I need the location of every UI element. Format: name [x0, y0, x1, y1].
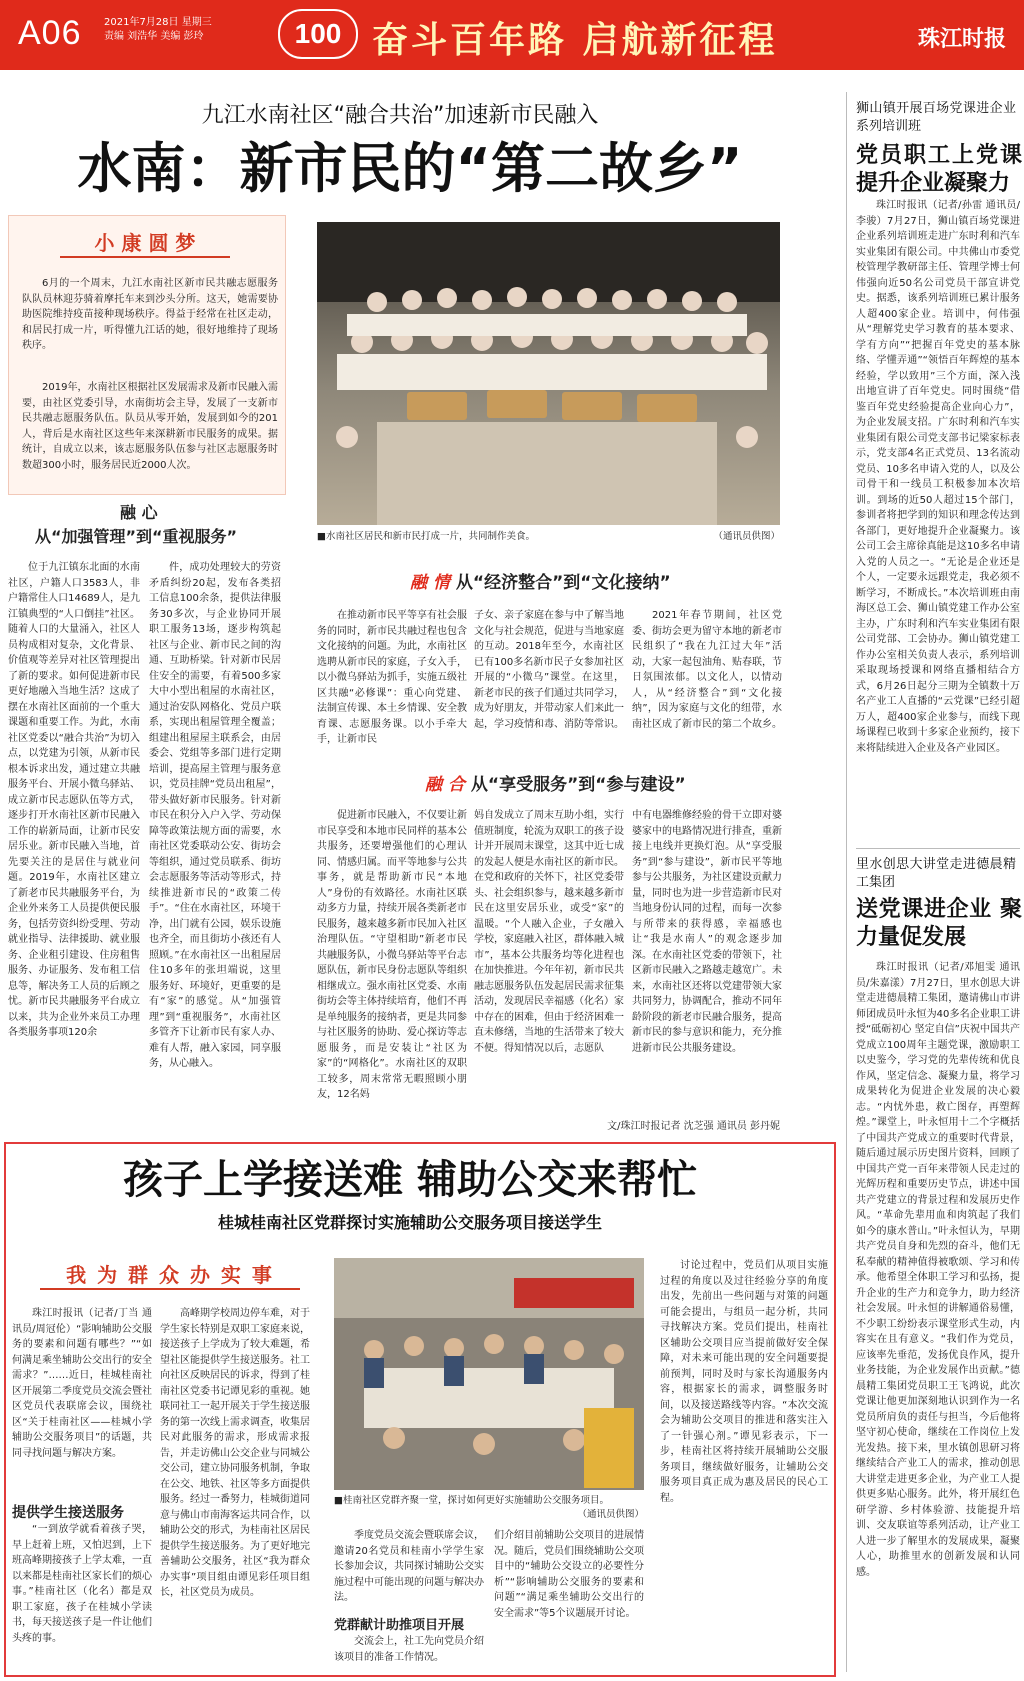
page-number: A06 — [18, 14, 82, 52]
article1-column-1: 位于九江镇东北面的水南社区，户籍人口3583人，非户籍常住人口14689人，是九江镇典型的“人口倒挂”社区。随着人口的大量涌入，社区人员构成相对复杂，文化背景、价值观等差异对社区管理提出了新的要求。如何促进新市民更好地融入当地生活？这成了摆在水南社区面前的一个重大课题和重要工作。为此，水南社区党委以“融合共治”为切入点，以党建为引领，从新市民根本诉求出发，通过建立共融服务平台、开展小微乌驿站、成立新市民志愿队伍等方式，逐步打开水南社区新市民融入工作的崭新局面，让新市民安居乐业。新市民融入当地，首先要关注的是居住与就业问题。2019年，水南社区建立了新老市民共融服务平台，为企业外来务工人员提供便民服务，包括劳资纠纷受理、劳动就业指导、法律援助、就业服务、企业租引建设、住房租售服务、办证服务、发布租工信息等，解决务工人员的后顾之忧。新市民共融服务平台成立以来，共为企业外来员工办理各类服务事项120余 — [8, 562, 140, 1038]
editors: 责编 刘浩华 美编 彭玲 — [104, 31, 204, 42]
article2-subtitle: 桂城桂南社区党群探讨实施辅助公交服务项目接送学生 — [217, 1213, 602, 1232]
box-paragraph-1: 6月的一个周末，九江水南社区新市民共融志愿服务队队员林迎芬骑着摩托车来到沙头分所。这天，她需要协助医院维持疫苗接种现场秩序。得益于经常在社区走动，和居民打成一片，听得懂九江话的她，很好地维持了现场秩序。 — [22, 278, 278, 351]
side-a-title: 党员职工上党课 提升企业凝聚力 — [856, 143, 1022, 196]
article2-column-5: 讨论过程中，党员们从项目实施过程的角度以及过往经验分享的角度出发，先前出一些问题与对策的问题可能会提出，与组员一起分析，共同寻找解决方案。党员们提出，桂南社区辅助公交项目应当提前做好安全保障，对未来可能出现的安全问题要提前预判，同时及时与家长沟通服务内容，根据家长的需求，调整服务时间，以及接送路线等内容。“本次交流会为辅助公交项目的推进和落实注入了一针强心剂。”谭见彩表示，下一步，桂南社区将持续开展辅助公交服务项目，继续做好服务，让辅助公交服务项目真正成为惠及居民的民心工程。 — [660, 1260, 828, 1504]
article1-kicker: 九江水南社区“融合共治”加速新市民融入 — [201, 103, 599, 128]
xiaokang-label: 小 康 圆 梦 — [60, 230, 230, 258]
article2-label: 我 为 群 众 办 实 事 — [40, 1262, 300, 1290]
side-b-body: 珠江时报讯（记者/邓旭雯 通讯员/朱嘉漾）7月27日，里水创思大讲堂走进德晨精工集团，邀请佛山市讲师团成员叶永恒为40多名企业职工讲授“砥砺初心 坚定自信”庆祝中国共产党成立100周年主题党课，激励职工以史鉴今，学习党的先辈传统和优良作风，坚定信念、凝聚力量，将学习成果转化为促进企业发展的决心毅志。“内忧外患，救亡图存，再塑辉煌。”课堂上，叶永恒用十二个字概括了中国共产党成立的重要时代背景，随后通过展示历史图片资料，回顾了中国共产党一百年来带领人民走过的光辉历程和重要历史节点，讲述中国共产党建立的背景过程和发展历史作风。“革命先辈用血和肉筑起了我们如今的康水普山。”叶永恒认为，早期共产党员自身和先烈的奋斗，他们无私奉献的精神值得被歌颂、学习和传承。他希望全体职工学习和弘扬，提升企业的生产力和竞争力，助力经济社会发展。叶永恒的讲解通俗易懂，不少职工纷纷表示课堂形式生动，内容实在且有意义。“我们作为党员，应该率先垂范，发扬优良作风，提升业务技能，为企业发展作出贡献。”德晨精工集团党员职工王飞鸿说，此次党课让他更加深刻地认识到作为一名党员所肩负的责任与担当，今后他将坚守初心使命，继续在工作岗位上发光发热。接下来，里水镇创思研习将继续结合产业工人的需求，推动创思大讲堂走进更多企业，为产业工人提供更多贴心服务。此外，将开展红色研学游、乡村体验游、技能提升培训、交友联谊等系列活动，让产业工人进一步了解里水的发展成果，凝聚人心，助推里水的创新发展和认同感。 — [856, 962, 1020, 1578]
article1-column-4: 子女、亲子家庭在参与中了解当地文化与社会规范，促进与当地家庭的互动。2018年至今，水南社区已有100多名新市民子女参加社区开展的“小微乌”课堂。在这里，新老市民的孩子们通过共同学习，成为好朋友，并带动家人们来此一起，学习疫情和毒、消防等常识。 — [474, 610, 624, 730]
section1-title: 从“加强管理”到“重视服务” — [35, 527, 238, 546]
section3-title: 从“享受服务”到“参与建设” — [470, 775, 686, 795]
side-b-title: 送党课进企业 聚力量促发展 — [856, 897, 1022, 950]
article1-column-3: 在推动新市民平等享有社会服务的同时，新市民共融过程也包含文化接纳的问题。为此，水南社区选聘从新市民的家庭，子女入手，以小微乌驿站为抓手，实施五级社区共融“必修课”：重心向党建、法制宣传课、本土乡情课、安全教育课、志愿服务课。以小手牵大手，让新市民 — [317, 610, 467, 745]
side-a-body: 珠江时报讯（记者/孙雷 通讯员/李骏）7月27日，狮山镇百场党课进企业系列培训班走进广东时利和汽车实业集团有限公司。中共佛山市委党校管理学教研部主任、管理学博士何伟强向近50名公司党员干部宣讲党史。据悉，该系列培训班已累计服务人超400家企业。培训中，何伟强从“理解党史学习教育的基本要求、学有方向”“把握百年党史的基本脉络、学懂弄通”“领悟百年辉煌的基本经验，学以致用”三个方面，深入浅出地宣讲了百年党史。同时围绕“借鉴百年党史经验提高企业向心力”，为企业发展支招。广东时利和汽车实业集团有限公司党支部书记梁家标表示，党支部4名正式党员、13名流动党员、10多名申请入党的人，以及公司骨干和一线员工积极参加本次培训。到场的近50人超过15个部门，参训者将把学到的知识和理念传达到各部门，更好地提升企业凝聚力。该公司工会主席徐真能是这10多名申请入党的人员之一。“无论是企业还是个人，一定要永远跟党走，我必须不断学习，不断成长。”本次培训班由南海区总工会、狮山镇党建工作办公室主办，广东时利和汽车实业集团有限公司党部、工会协办。狮山镇党建工作办公室相关负责人表示，系列培训采取现场授课和网络直播相结合方式，6月26日起分三期为全镇数十万名产业工人直播的“云党课”已经引超万人，超400家企业参与，而线下现场课程已收到十多家企业预约，接下来将陆续进入企业及各产业园区。 — [856, 200, 1020, 754]
article1-column-6: 促进新市民融入，不仅要让新市民享受和本地市民同样的基本公共服务，还要增强他们的心理认同、情感归属。而平等地参与公共事务，就是帮助新市民“本地人”身份的有效路径。水南社区联动多方力量，持续开展各类新老市民服务，越来越多新市民加入社区治理队伍。“守望相助”新老市民共融服务队，小微乌驿站等平台志愿队伍，新市民身份志愿队等组织相继成立。强水南社区党委、水南街坊会等主体持续培育，他们不再是单纯服务的接纳者，更是共同参与社区服务的协助、爱心探访等志愿服务，而是安装让“社区为家”的“网格化”。水南社区的双职工较多，周末常常无暇照顾小朋友，12名妈 — [317, 810, 467, 1100]
article1-column-5: 2021年春节期间，社区党委、街坊会更为留守本地的新老市民组织了“我在九江过大年”活动，大家一起包油角、贴春联，节日氛围浓郁。以文化人，以情动人，从“经济整合”到“文化接纳”，因为家庭与文化的纽带，水南社区成了新市民的第二个故乡。 — [632, 610, 782, 730]
page-header — [0, 0, 1024, 70]
header-slogan: 奋斗百年路 启航新征程 — [372, 19, 778, 61]
article1-title: 水南：新市民的“第二故乡” — [77, 137, 743, 200]
article1-column-7: 妈自发成立了周末互助小组，实行值班制度，轮流为双职工的孩子设计并开展周末课堂，这其中近七成的发起人便是水南社区的新市民。在党和政府的关怀下，社区党委带头、社会组织参与，越来越多新市民在这里安居乐业，或受“家”的温暖。“个人融入企业，子女融入学校，家庭融入社区，群体融入城市”，基本公共服务均等化进程也在加快推进。今年年初，新市民共融志愿服务队伍发起居民需求征集活动，发现居民幸福感（化名）家中存在的困难，但由于经济困难一直未修缮，当地的生活带来了较大不便。得知情况以后，志愿队 — [474, 810, 624, 1054]
centenary-logo: 100 — [278, 9, 358, 59]
section3-heading — [425, 770, 686, 795]
side-divider — [856, 848, 1020, 849]
article2-photo-credit: （通讯员供图） — [577, 1509, 644, 1520]
article2-subhead-1: 提供学生接送服务 — [12, 1505, 124, 1521]
article1-photo-caption: ■水南社区居民和新市民打成一片，共同制作美食。 — [317, 531, 535, 542]
article1-column-2: 件，成功处理较大的劳资矛盾纠纷20起，发布各类招工信息100余条，提供法律服务30多次，与企业协同开展职工服务13场，逐步构筑起社区与企业、新市民之间的沟通、互助桥梁。针对新市民居住安全的需要，有着500多家大中小型出租屋的水南社区，通过治安队网格化、党员户联系，实现出租屋管理全覆盖；组建出租屋屋主联系会，由居委会、党组等多部门进行定期培训，提高屋主管理与服务意识，党员挂牌“党员出租屋”，带头做好新市民服务。针对新市民在积分入户入学、劳动保障等政策法规方面的需要，水南社区党委联动公安、街坊会等组织，通过党员联系、街坊会志愿服务等活动等形式，持续推进新市民的“政策二传手”。“住在水南社区，环境干净，出门就有公园，娱乐设施也齐全，而且街坊小孩还有人照顾。”在水南社区一出租屋居住10多年的张坦端说，这里服务好、环境好，更重要的是有“家”的感觉。从“加强管理”到“重视服务”，水南社区多管齐下让新市民有家人办、难有人帮，融入家园，同享服务，从心融入。 — [149, 562, 281, 1069]
group-photo-illustration — [317, 222, 780, 525]
article2-subhead-2: 党群献计助推项目开展 — [334, 1618, 465, 1633]
article1-photo-credit: （通讯员供图） — [713, 531, 780, 542]
section2-title: 从“经济整合”到“文化接纳” — [455, 573, 671, 593]
side-b-kicker: 里水创思大讲堂走进德晨精工集团 — [856, 857, 1016, 890]
article1-byline: 文/珠江时报记者 沈芝强 通讯员 彭丹妮 — [607, 1121, 780, 1132]
section2-heading — [410, 568, 671, 593]
meeting-photo — [334, 1258, 644, 1490]
issue-date-block — [104, 16, 212, 44]
newspaper-name: 珠江时报 — [917, 26, 1006, 52]
article1-column-8: 中有电器维修经验的骨干立即对婆婆家中的电路情况进行排查，重新接上电线并更换灯泡。从“享受服务”到“参与建设”，新市民平等地参与公共服务，为社区建设贡献力量，同时也为进一步营造新市民对当地身份认同的过程，而每一次参与所带来的获得感，幸福感也让“我是水南人”的观念逐步加深。在水南社区党委的带领下，社区新市民融入之路越走越宽广。未来，水南社区还将以党建带领大家共同努力，协调配合，推动不同年龄阶段的新老市民融合服务，提高新市民的参与意识和能力，充分推进新市民公共服务建设。 — [632, 810, 782, 1054]
meeting-photo-illustration — [334, 1258, 644, 1490]
side-a-kicker: 狮山镇开展百场党课进企业系列培训班 — [856, 101, 1016, 134]
box-paragraph-2: 2019年，水南社区根据社区发展需求及新市民融入需要，由社区党委引导，水南街坊会主导，发展了一支新市民共融志愿服务队伍。队员从零开始，发展到如今的201人，背后是水南社区这些年来深耕新市民服务的成果。据统计，自成立以来，该志愿服务队伍参与社区志愿服务时数超300小时，服务居民近2000人次。 — [22, 382, 278, 471]
article2-column-3: 季度党员交流会暨联席会议，邀请20名党员和桂南小学学生家长参加会议，共同探讨辅助公交实施过程中可能出现的问题与解决办法。 — [334, 1530, 484, 1603]
article2-title: 孩子上学接送难 辅助公交来帮忙 — [123, 1157, 697, 1203]
volunteer-group-photo — [317, 222, 780, 525]
column-divider — [846, 92, 847, 1672]
section1-badge: 融 心 — [120, 503, 158, 522]
article2-column-1b: “一到放学就看着孩子哭，早上赶着上班，又怕迟到，上下班高峰期接孩子上学太难，一直以来都是桂南社区家长们的烦心事。”桂南社区（化名）都是双职工家庭，孩子在桂城小学读书，每天接送孩子是一件让他们头疼的事。 — [12, 1524, 152, 1644]
section3-badge: 融 合 — [425, 775, 465, 795]
article2-photo-caption: ■桂南社区党群齐聚一堂，探讨如何更好实施辅助公交服务项目。 — [334, 1495, 609, 1506]
section2-badge: 融 情 — [410, 573, 450, 593]
article2-column-2: 高峰期学校周边停车难，对于学生家长特别是双职工家庭来说，接送孩子上学成为了较大难题，希望社区能提供学生接送服务。社工向社区反映居民的诉求，得到了桂南社区党委书记谭见彩的重视。她联同社工一起开展关于学生接送服务的第一次线上需求调查，收集居民对此服务的需求，形成需求报告，并走访佛山公交企业与同城公交公司，建立协同服务机制，争取在公交、地铁、社区等多方面提供服务。经过一番努力，桂城街道同意与佛山市南海客运共同合作，以辅助公交的形式，为桂南社区居民提供学生接送服务。为了更好地完善辅助公交服务，社区“我为群众办实事”项目组由谭见彩任项目组长，社区党员为成员。 — [160, 1308, 310, 1598]
issue-date: 2021年7月28日 星期三 — [104, 17, 212, 28]
article2-column-4: 们介绍目前辅助公交项目的进展情况。随后，党员们围绕辅助公交项目中的“辅助公交设立的必要性分析”“影响辅助公交服务的要素和问题”“满足乘坐辅助公交出行的安全需求”等5个议题展开讨论。 — [494, 1530, 644, 1619]
article2-column-3b: 交流会上，社工先向党员介绍该项目的准备工作情况。 — [334, 1636, 484, 1663]
article2-column-1: 珠江时报讯（记者/丁当 通讯员/周冠伦）“影响辅助公交服务的要素和问题有哪些？”“如何满足乘坐辅助公交出行的安全需求？”……近日，桂城桂南社区开展第二季度党员交流会暨社区党员代表联席会议，围绕社区“关于桂南社区——桂城小学辅助公交服务项目”的话题，共同寻找问题与解决方案。 — [12, 1308, 152, 1459]
